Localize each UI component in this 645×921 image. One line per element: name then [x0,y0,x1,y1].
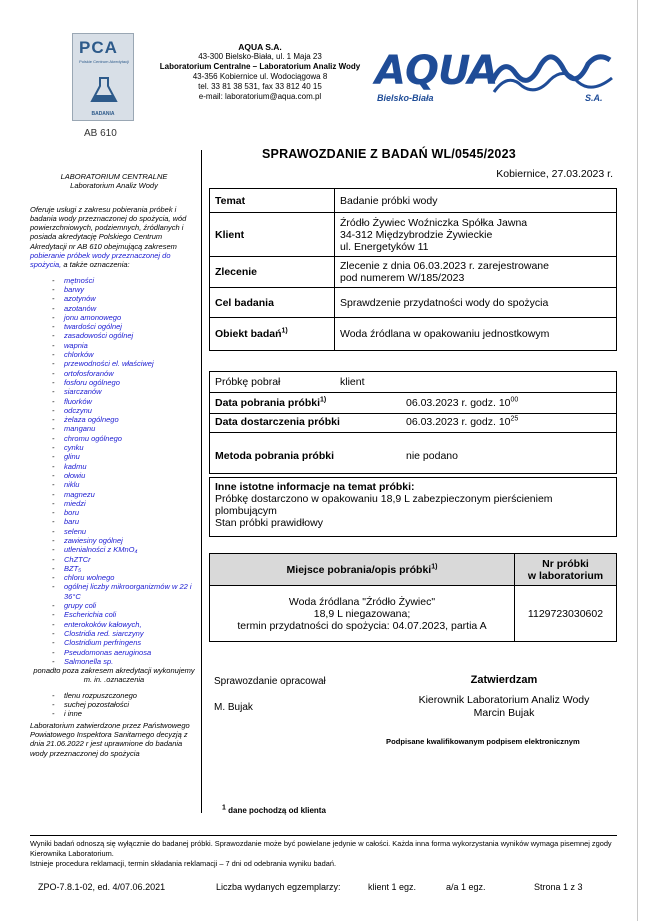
list-item: - suchej pozostałości [30,700,198,709]
list-item: - przewodności el. właściwej [30,359,198,368]
list-item: - Salmonella sp. [30,657,198,666]
list-item: - odczynu [30,406,198,415]
klient-value [335,213,617,257]
copies-client: klient 1 egz. [368,882,417,892]
klient-line-2: 34-312 Międzybrodzie Żywieckie [340,228,493,241]
table-row [210,213,617,257]
list-item: - chloru wolnego [30,573,198,582]
report-date: Kobiernice, 27.03.2023 r. [496,168,613,180]
other-list [30,691,198,719]
approval-text: Laboratorium zatwierdzone przez Państwowego Powiatowego Inspektora Sanitarnego decyzją z dnia 21.06.2022 r jest uprawnione do badania wody przeznaczonej do spożycia [30,720,190,758]
list-item: - fosforu ogólnego [30,378,198,387]
form-code: ZPO-7.8.1-02, ed. 4/07.06.2021 [38,882,166,892]
list-item: - zasadowości ogólnej [30,331,198,340]
column-divider [201,150,202,813]
offer-end: a także oznaczenia: [61,260,130,270]
pobral-label: Próbkę pobrał [215,376,281,388]
non-accredited-text-2: m. in. .oznaczenia [83,675,145,685]
accredited-list [30,276,198,666]
table-row [210,318,617,351]
list-item: - boru [30,508,198,517]
metoda-label: Metoda pobrania próbki [215,450,335,462]
data-pobrania-value [406,397,518,409]
table-row [210,586,617,642]
sampling-box [209,371,617,474]
list-item: - fluorków [30,397,198,406]
offer-highlight: pobieranie próbek wody przeznaczonej do spożycia, [30,251,171,270]
info-table [209,188,617,351]
zlecenie-value [335,257,617,288]
data-pobrania-min: 00 [510,396,519,404]
lab-name: Laboratorium Centralne – Laboratorium Analiz Wody [159,62,361,71]
list-item: - chlorków [30,350,198,359]
footer-line-1: Wyniki badań odnoszą się wyłącznie do badanej próbki. Sprawozdanie może być powielane jedynie w całości. Każda inna forma wykorzystania wyników wymaga pisemnej zgody Kierownika Laboratorium. [30,839,612,858]
header-sample-number-1: Nr próbki [542,557,589,570]
list-item: - kadmu [30,462,198,471]
data-pobrania-label [215,397,326,409]
sample-table [209,553,617,642]
pca-logo-text: PCA [79,38,118,57]
offer-intro: Oferuje usługi z zakresu pobierania próbek i badania wody przeznaczonej do spożycia, wód powierzchniowych, podziemnych, źródlanych i posiada akredytację Polskiego Centrum Akredytacji nr AB 610 obejmującą zakresem [30,204,187,251]
list-item: - magnezu [30,490,198,499]
list-item: - twardości ogólnej [30,322,198,331]
list-item: - tlenu rozpuszczonego [30,691,198,700]
list-item: - cynku [30,443,198,452]
important-line-1: Próbkę dostarczono w opakowaniu 18,9 L zabezpieczonym pierścieniem [215,493,553,505]
lab-title-2: Laboratorium Analiz Wody [70,181,158,191]
sample-description [210,586,515,642]
list-item: - utlenialności z KMnO₄ [30,545,198,554]
lab-phone: tel. 33 81 38 531, fax 33 812 40 15 [198,82,322,91]
list-item: - Clostridium perfringens [30,638,198,647]
copies-archive: a/a 1 egz. [446,882,486,892]
obiekt-value: Woda źródlana w opakowaniu jednostkowym [335,318,617,351]
list-item: - mętności [30,276,198,285]
table-row [210,189,617,213]
table-row [210,257,617,288]
list-item: - jonu amonowego [30,313,198,322]
lab-email: e-mail: laboratorium@aqua.com.pl [198,92,322,101]
list-item: - azotanów [30,304,198,313]
left-sidebar [30,172,198,758]
copies-label: Liczba wydanych egzemplarzy: [216,882,341,892]
list-item: - chromu ogólnego [30,434,198,443]
pca-logo-badania: BADANIA [91,111,115,117]
list-item: - wapnia [30,341,198,350]
footer-text [30,839,620,869]
footer-divider [30,835,617,836]
approved-name: Marcin Bujak [473,707,535,719]
header-description-text: Miejsce pobrania/opis próbki [286,563,432,576]
divider [210,392,616,393]
pca-accreditation-logo [72,33,134,121]
lab-address: 43-356 Kobiernice ul. Wodociągowa 8 [192,72,328,81]
list-item: - glinu [30,452,198,461]
temat-value: Badanie próbki wody [335,189,617,213]
flask-icon [89,76,119,104]
list-item: - baru [30,517,198,526]
wave-icon [490,50,615,94]
temat-label: Temat [210,189,335,213]
approved-role: Kierownik Laboratorium Analiz Wody [418,694,590,706]
data-dostarczenia-min: 25 [510,415,519,423]
list-item: - żelaza ogólnego [30,415,198,424]
list-item: - ołowiu [30,471,198,480]
aqua-logo-sa: S.A. [585,93,603,103]
data-dostarczenia-label: Data dostarczenia próbki [215,416,340,428]
header-sample-number [515,554,617,586]
list-item: - niklu [30,480,198,489]
list-item: - grupy coli [30,601,198,610]
klient-label: Klient [210,213,335,257]
page-edge [637,0,638,921]
list-item: - Pseudomonas aeruginosa [30,648,198,657]
zlecenie-line-2: pod numerem W/185/2023 [340,272,465,284]
accreditation-number: AB 610 [84,128,117,139]
obiekt-label [210,318,335,351]
footnote-sup: 1 [222,804,226,812]
table-header-row [210,554,617,586]
list-item: - siarczanów [30,387,198,396]
obiekt-sup: 1) [281,327,288,335]
divider [210,413,616,414]
list-item: - azotynów [30,294,198,303]
important-info-box [209,477,617,537]
lab-header [145,42,375,102]
header-description-sup: 1) [431,563,438,570]
list-item: - enterokoków kałowych, [30,620,198,629]
list-item: - selenu [30,527,198,536]
table-row [210,288,617,318]
esign-note: Podpisane kwalifikowanym podpisem elektronicznym [386,737,580,746]
prepared-label: Sprawozdanie opracował [214,676,326,687]
data-pobrania-label-text: Data pobrania próbki [215,397,321,409]
sample-desc-line-3: termin przydatności do spożycia: 04.07.2023, partia A [237,619,487,632]
aqua-logo [375,48,615,116]
report-title: SPRAWOZDANIE Z BADAŃ WL/0545/2023 [262,147,516,161]
list-item: - Escherichia coli [30,610,198,619]
zlecenie-line-1: Zlecenie z dnia 06.03.2023 r. zarejestrowane [340,260,549,272]
pca-logo-subtitle: Polskie Centrum Akredytacji [79,59,129,64]
list-item: - i inne [30,709,198,718]
list-item: - ChZTCr [30,555,198,564]
aqua-logo-city: Bielsko-Biała [377,93,434,103]
list-item: - manganu [30,424,198,433]
important-line-3: Stan próbki prawidłowy [215,517,323,529]
non-accredited-text-1: ponadto poza zakresem akredytacji wykonujemy [33,666,195,676]
data-pobrania-sup: 1) [320,396,327,404]
aqua-logo-word: AQUA [375,48,498,94]
footer-line-2: Istnieje procedura reklamacji, termin składania reklamacji – 7 dni od odebrania wyniku badań. [30,859,337,868]
klient-line-1: Źródło Żywiec Woźniczka Spółka Jawna [340,216,528,229]
sample-desc-line-1: Woda źródlana "Źródło Żywiec" [288,595,436,608]
sample-number: 1129723030602 [515,586,617,642]
list-item: - miedzi [30,499,198,508]
list-item: - ortofosforanów [30,369,198,378]
offer-text [30,205,198,270]
list-item: - Clostridia red. siarczyny [30,629,198,638]
list-item: - zawiesiny ogólnej [30,536,198,545]
obiekt-label-text: Obiekt badań [215,328,282,340]
approved-label: Zatwierdzam [470,674,538,686]
klient-line-3: ul. Energetyków 11 [340,240,429,253]
list-item: - BZT₅ [30,564,198,573]
footnote-text: dane pochodzą od klienta [225,806,326,815]
data-dostarczenia-text: 06.03.2023 r. godz. 10 [406,416,511,428]
zlecenie-label: Zlecenie [210,257,335,288]
important-line-2: plombującym [215,505,277,517]
data-dostarczenia-value [406,416,518,428]
sample-desc-line-2: 18,9 L niegazowana; [313,607,411,620]
page-number: Strona 1 z 3 [534,882,583,892]
divider [210,432,616,433]
list-item: - ogólnej liczby mikroorganizmów w 22 i 36°C [30,582,198,601]
list-item: - barwy [30,285,198,294]
prepared-name: M. Bujak [214,702,253,713]
header-description [210,554,515,586]
cel-value: Sprawdzenie przydatności wody do spożycia [335,288,617,318]
metoda-value: nie podano [406,450,458,462]
data-pobrania-text: 06.03.2023 r. godz. 10 [406,397,511,409]
header-sample-number-2: w laboratorium [527,569,604,582]
cel-label: Cel badania [210,288,335,318]
important-title: Inne istotne informacje na temat próbki: [215,481,415,493]
company-address: 43-300 Bielsko-Biała, ul. 1 Maja 23 [198,52,322,61]
lab-title-1: LABORATORIUM CENTRALNE [60,172,168,181]
company-name: AQUA S.A. [238,42,282,52]
pobral-value: klient [340,376,365,388]
footnote [222,806,326,815]
